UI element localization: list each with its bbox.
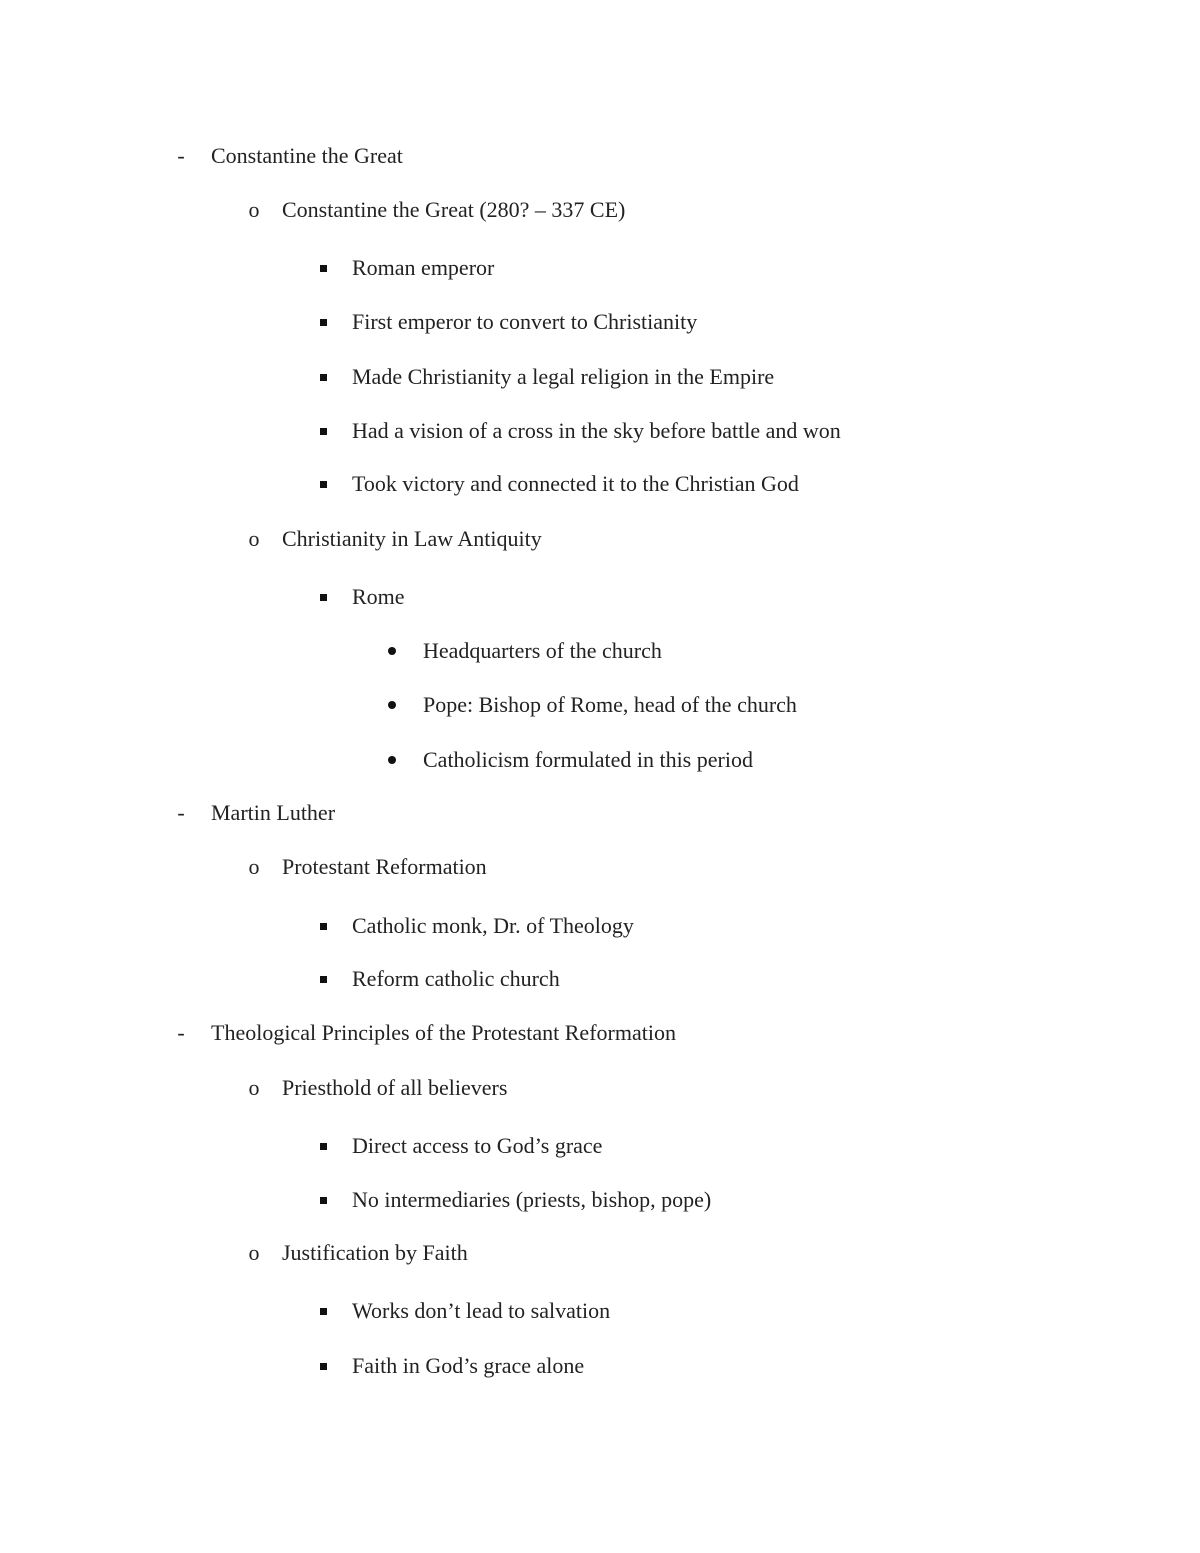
outline-point: No intermediaries (priests, bishop, pope) <box>352 1187 712 1212</box>
square-bullet-icon <box>316 1351 330 1381</box>
outline-subheading: Christianity in Law Antiquity <box>282 526 542 551</box>
outline-point: Rome <box>352 584 405 609</box>
square-bullet-icon <box>316 416 330 446</box>
outline-point: Direct access to God’s grace <box>352 1133 603 1158</box>
square-bullet-icon <box>316 1296 330 1326</box>
dash-bullet: - <box>177 1020 185 1045</box>
round-bullet-icon <box>385 636 399 666</box>
circle-bullet: o <box>248 1240 260 1265</box>
outline-subheading: Protestant Reformation <box>282 854 487 879</box>
outline-heading: Theological Principles of the Protestant Reformation <box>211 1020 676 1045</box>
square-bullet-icon <box>316 911 330 941</box>
square-bullet-icon <box>316 1185 330 1215</box>
outline-point: First emperor to convert to Christianity <box>352 309 698 334</box>
dash-bullet: - <box>177 143 185 168</box>
outline-detail: Catholicism formulated in this period <box>423 747 753 772</box>
square-bullet-icon <box>316 1131 330 1161</box>
outline-point: Roman emperor <box>352 255 495 280</box>
square-bullet-icon <box>316 362 330 392</box>
circle-bullet: o <box>248 526 260 551</box>
outline-point: Faith in God’s grace alone <box>352 1353 585 1378</box>
outline-point: Had a vision of a cross in the sky before battle and won <box>352 418 841 443</box>
square-bullet-icon <box>316 582 330 612</box>
square-bullet-icon <box>316 253 330 283</box>
circle-bullet: o <box>248 1075 260 1100</box>
outline-detail: Headquarters of the church <box>423 638 662 663</box>
square-bullet-icon <box>316 964 330 994</box>
circle-bullet: o <box>248 197 260 222</box>
outline-point: Made Christianity a legal religion in the Empire <box>352 364 775 389</box>
outline-subheading: Constantine the Great (280? – 337 CE) <box>282 197 626 222</box>
outline-point: Reform catholic church <box>352 966 560 991</box>
outline-detail: Pope: Bishop of Rome, head of the church <box>423 692 797 717</box>
outline-heading: Constantine the Great <box>211 143 403 168</box>
outline-subheading: Priesthold of all believers <box>282 1075 508 1100</box>
dash-bullet: - <box>177 800 185 825</box>
outline-heading: Martin Luther <box>211 800 336 825</box>
square-bullet-icon <box>316 469 330 499</box>
round-bullet-icon <box>385 745 399 775</box>
square-bullet-icon <box>316 307 330 337</box>
outline-subheading: Justification by Faith <box>282 1240 468 1265</box>
round-bullet-icon <box>385 690 399 720</box>
circle-bullet: o <box>248 854 260 879</box>
outline-point: Catholic monk, Dr. of Theology <box>352 913 634 938</box>
outline-point: Took victory and connected it to the Christian God <box>352 471 799 496</box>
outline-point: Works don’t lead to salvation <box>352 1298 611 1323</box>
